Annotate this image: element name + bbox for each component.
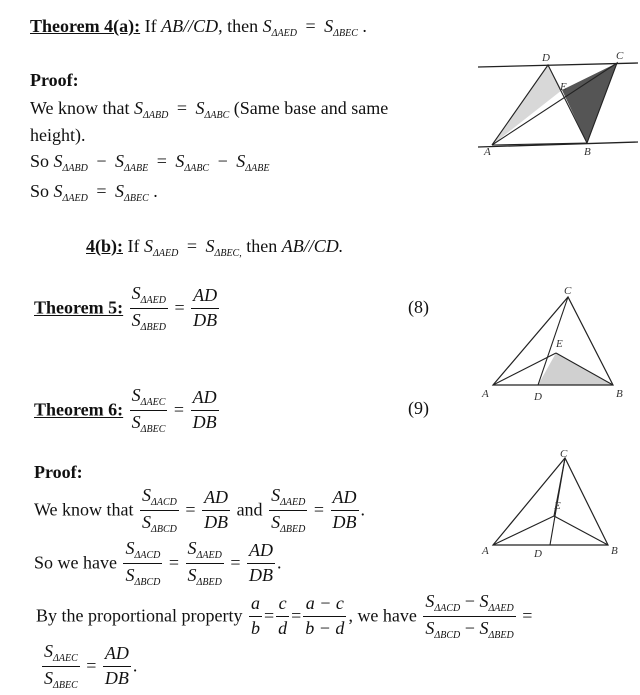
fraction — [331, 488, 359, 533]
label-b: B — [616, 388, 623, 400]
text: So we have — [34, 552, 117, 573]
area-sub: ΔAED — [271, 28, 297, 39]
area-sub: ΔBEC — [333, 28, 358, 39]
label-e: E — [556, 338, 563, 350]
area-sub: ΔABE — [245, 163, 270, 174]
proof1-line4: So $S_{\Delta AED} = S_{\Delta BEC}$ . — [30, 181, 158, 204]
and-word: and — [236, 499, 263, 520]
denominator: b − d — [305, 618, 345, 638]
label-d: D — [534, 391, 542, 403]
denominator: DB — [332, 512, 357, 532]
area-sub: ΔBCD — [134, 577, 161, 588]
proof1-line1: We know that $S_{\Delta ABD} = S_{\Delta ABC}$ (Same base and same — [30, 98, 389, 121]
label-c: C — [616, 50, 624, 62]
proof-heading: Proof: — [30, 70, 79, 90]
text: (Same base and same — [233, 98, 389, 118]
so-word: So — [30, 181, 50, 201]
denominator: DB — [193, 310, 218, 330]
condition: AB//CD — [161, 16, 219, 36]
triangle-bec — [562, 63, 617, 143]
fraction: $\frac{S_{\Delta ACD}}{S_{\Delta BCD}}$ — [142, 485, 177, 535]
theorem-4a-line: Theorem 4(a): If AB//CD, then $S_{\Delta AED} = S_{\Delta BEC}$ . — [30, 16, 367, 39]
numerator: AD — [103, 644, 131, 667]
area-sub: ΔAED — [140, 295, 166, 306]
area-sub: ΔBED — [488, 630, 514, 641]
fraction: $\frac{S_{\Delta AEC}}{S_{\Delta BEC}}$ — [44, 641, 78, 691]
theorem-4b-line: 4(b): If $S_{\Delta AED} = S_{\Delta BEC,}$ then AB//CD. — [86, 236, 344, 259]
label-c: C — [564, 285, 572, 297]
label-a: A — [484, 146, 491, 158]
fraction: $\frac{S_{\Delta AED}}{S_{\Delta BED}}$ — [271, 485, 306, 535]
numerator: AD — [331, 488, 359, 511]
area-sub: ΔAED — [62, 193, 88, 204]
proof2-line1: We know that $\frac{S_{\Delta ACD}}{S_{\Delta BCD}}$ = $\frac{AD}{DB}$ and $\frac{S_{\Delta AED}}{S_{\Delta BED}}$ = $\frac{AD}{DB}$ . — [34, 485, 366, 535]
area-sub: ΔBCD — [151, 524, 177, 535]
area-sub: ΔBCD — [434, 630, 461, 641]
area-sub: ΔBEC, — [214, 248, 242, 259]
fraction — [191, 388, 219, 433]
theorem-5-line: Theorem 5: $\frac{S_{\Delta AED}}{S_{\Delta BED}}$ = $\frac{AD}{DB}$ — [34, 283, 218, 333]
area-sub: ΔABD — [143, 110, 169, 121]
label-e: E — [554, 500, 561, 512]
figure-theorem-5 — [478, 285, 633, 407]
proof1-line2: height). — [30, 125, 86, 145]
text: We know that — [34, 499, 134, 520]
label-d: D — [534, 548, 542, 560]
denominator: DB — [104, 668, 129, 688]
area-sub: ΔAED — [153, 248, 179, 259]
area-sub: ΔAED — [488, 603, 514, 614]
denominator: DB — [248, 565, 273, 585]
fraction: $\frac{S_{\Delta AEC}}{S_{\Delta BEC}}$ — [131, 385, 166, 435]
area-sub: ΔAEC — [140, 397, 166, 408]
area-sub: ΔABC — [184, 163, 210, 174]
proof2-line3: By the proportional property $\frac{a}{b}$ = $\frac{c}{d}$ = $\frac{a - c}{b - d}$ , we have $\frac{S_{\Delta ACD} - S_{\Delta AED}}{S_{\Delta BCD} - S_{\Delta BED}}$ = — [36, 591, 533, 641]
area-sub: ΔABE — [123, 163, 149, 174]
fraction — [303, 594, 346, 639]
area-sub: ΔAED — [280, 497, 306, 508]
shaded-triangle-bed — [538, 353, 613, 385]
proof2-line2: So we have $\frac{S_{\Delta ACD}}{S_{\Delta BCD}}$ = $\frac{S_{\Delta AED}}{S_{\Delta BED}}$ = $\frac{AD}{DB}$ . — [34, 538, 282, 588]
numerator: a − c — [303, 594, 346, 617]
area-sub: ΔBED — [280, 524, 306, 535]
fraction — [276, 594, 289, 639]
numerator: AD — [191, 388, 219, 411]
if-word: If — [127, 236, 140, 256]
area-sub: ΔBED — [140, 322, 166, 333]
theorem-6-line: Theorem 6: $\frac{S_{\Delta AEC}}{S_{\Delta BEC}}$ = $\frac{AD}{DB}$ — [34, 385, 217, 435]
text: , we have — [348, 605, 417, 626]
theorem-4a-label: Theorem 4(a): — [30, 16, 141, 36]
numerator: AD — [247, 541, 275, 564]
area-sub: ΔAED — [196, 550, 222, 561]
fraction — [191, 286, 219, 331]
area-sub: ΔBED — [196, 577, 222, 588]
area-sub: ΔABD — [62, 163, 88, 174]
area-sub: ΔABC — [204, 110, 230, 121]
area-sub: ΔBEC — [123, 193, 149, 204]
numerator: a — [249, 594, 262, 617]
fraction: $\frac{S_{\Delta AED}}{S_{\Delta BED}}$ — [187, 538, 222, 588]
fraction: $\frac{S_{\Delta ACD}}{S_{\Delta BCD}}$ — [125, 538, 161, 588]
denominator: DB — [204, 512, 229, 532]
label-a: A — [482, 545, 489, 557]
triangle-aed — [492, 65, 562, 145]
fraction — [249, 594, 262, 639]
equation-number: (9) — [408, 398, 429, 418]
then-word: then — [246, 236, 278, 256]
label-a: A — [482, 388, 489, 400]
fraction: $\frac{S_{\Delta ACD} - S_{\Delta AED}}{S_{\Delta BCD} - S_{\Delta BED}}$ — [425, 591, 514, 641]
theorem-6-label: Theorem 6: — [34, 399, 124, 420]
label-d: D — [542, 52, 550, 64]
label-b: B — [611, 545, 618, 557]
fraction — [202, 488, 230, 533]
figure-theorem-6 — [478, 448, 633, 560]
theorem-5-label: Theorem 5: — [34, 297, 124, 318]
triangle-abc — [493, 458, 608, 545]
then-word: , then — [218, 16, 259, 36]
numerator: AD — [191, 286, 219, 309]
text: We know that — [30, 98, 130, 118]
numerator: c — [276, 594, 289, 617]
area-sub: ΔACD — [134, 550, 161, 561]
proof-heading: Proof: — [34, 462, 83, 482]
label-c: C — [560, 448, 568, 460]
area-sub: ΔACD — [151, 497, 177, 508]
theorem-4b-label: 4(b): — [86, 236, 123, 256]
numerator: AD — [202, 488, 230, 511]
label-e: E — [560, 81, 567, 93]
area-sub: ΔBEC — [140, 424, 166, 435]
figure-parallel-lines — [470, 45, 640, 170]
area-sub: ΔAEC — [53, 653, 78, 664]
fraction: $\frac{S_{\Delta AED}}{S_{\Delta BED}}$ — [131, 283, 166, 333]
proof2-line4: $\frac{S_{\Delta AEC}}{S_{\Delta BEC}}$ = $\frac{AD}{DB}$ . — [44, 641, 138, 691]
denominator: b — [250, 618, 260, 638]
fraction — [247, 541, 275, 586]
so-word: So — [30, 151, 50, 171]
area-sub: ΔACD — [434, 603, 461, 614]
label-b: B — [584, 146, 591, 158]
denominator: d — [278, 618, 288, 638]
if-word: If — [144, 16, 157, 36]
text: By the proportional property — [36, 605, 243, 626]
proof1-line3: So $S_{\Delta ABD} - S_{\Delta ABE} = S_{\Delta ABC} - S_{\Delta ABE}$ — [30, 151, 270, 174]
equation-number: (8) — [408, 297, 429, 317]
area-sub: ΔBEC — [53, 680, 78, 691]
segment-eb — [554, 516, 608, 545]
fraction — [103, 644, 131, 689]
denominator: DB — [192, 412, 217, 432]
segment-ae — [493, 516, 554, 545]
conclusion: AB//CD. — [281, 236, 344, 256]
